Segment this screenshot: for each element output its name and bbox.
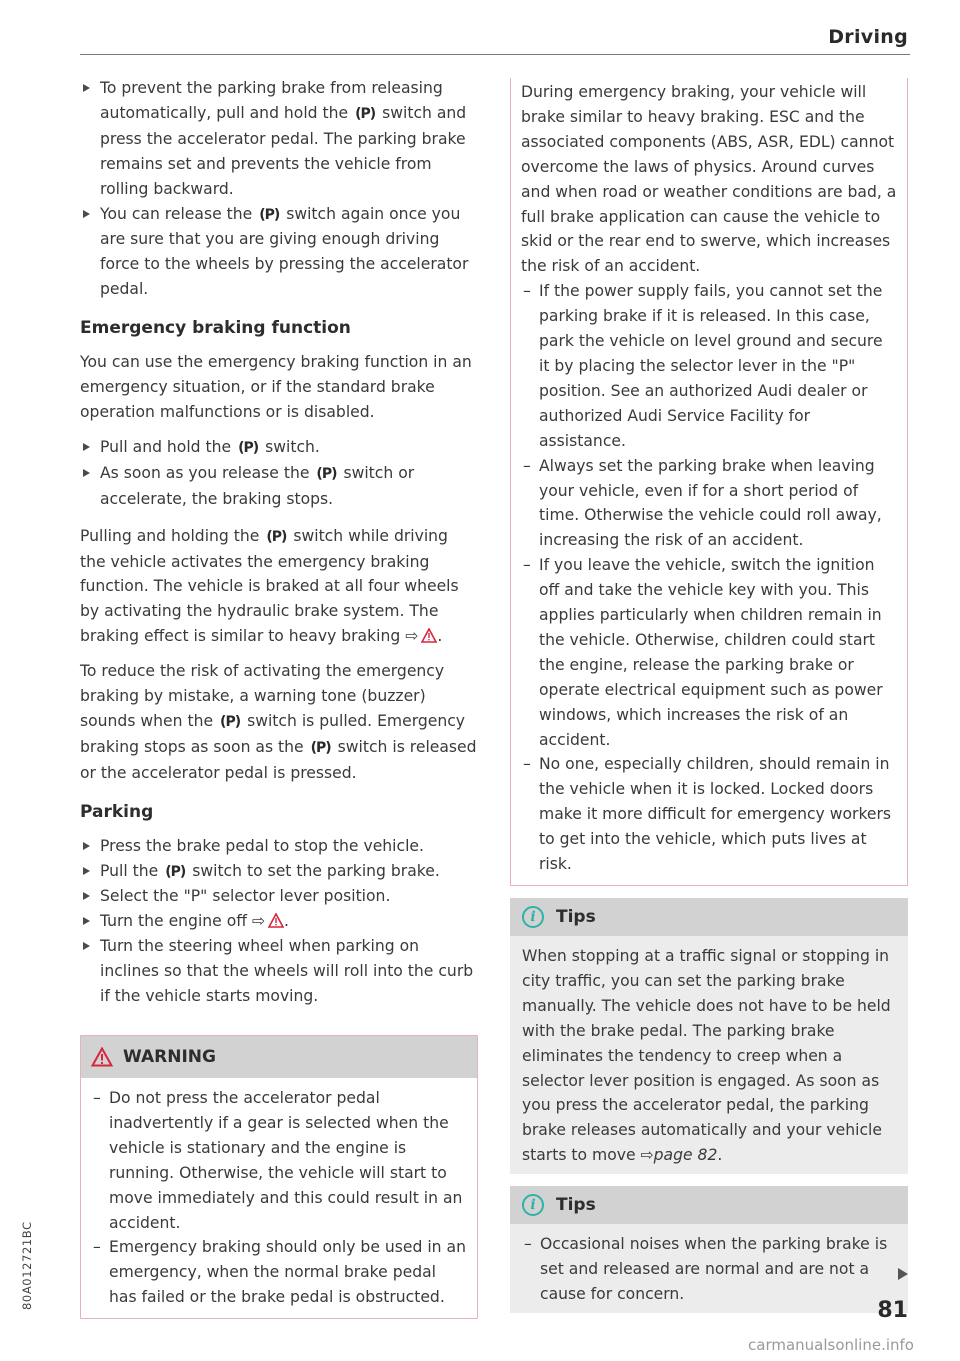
parking-brake-switch-icon: (P): [165, 863, 186, 880]
watermark: carmanualsonline.info: [748, 1336, 914, 1354]
left-column: [80, 76, 478, 1319]
list-item: – No one, especially children, should remain in the vehicle when it is locked. Locked doors make it more difficult for emergency workers to get into the vehicle, which puts lives at risk.: [521, 752, 897, 877]
list-item: – Emergency braking should only be used in an emergency, when the normal brake pedal has failed or the brake pedal is obstructed.: [91, 1235, 467, 1310]
emergency-bullet-list: [80, 435, 478, 512]
parking-brake-switch-icon: (P): [316, 465, 337, 482]
warning-label: WARNING: [123, 1046, 216, 1067]
paragraph: You can use the emergency braking function in an emergency situation, or if the standard brake operation malfunctions or is disabled.: [80, 353, 472, 421]
list-item: Press the brake pedal to stop the vehicle.: [80, 834, 478, 859]
warning-triangle-icon[interactable]: [268, 913, 284, 928]
tips-body: [510, 1224, 908, 1313]
warning-body: [81, 1078, 477, 1318]
header-divider: [80, 54, 910, 55]
list-item: – If you leave the vehicle, switch the ignition off and take the vehicle key with you. This applies particularly when children remain in the vehicle. Otherwise, children could start the engine, release the parking brake or operate electrical equipment such as power windows, which increases the risk of an accident.: [521, 553, 897, 752]
tips-label: Tips: [556, 1194, 596, 1215]
parking-brake-switch-icon: (P): [220, 713, 241, 730]
document-code: 80A012721BC: [20, 1221, 34, 1310]
reference-arrow-icon: ⇨: [405, 627, 419, 646]
section-title: Driving: [828, 26, 908, 48]
info-icon: i: [522, 906, 544, 928]
parking-brake-switch-icon: (P): [259, 206, 280, 223]
list-item: – Do not press the accelerator pedal inadvertently if a gear is selected when the vehicle is stationary and the engine is running. Otherwise, the vehicle will start to move immediately and this could result in an accident.: [91, 1086, 467, 1235]
tips-body: When stopping at a traffic signal or stopping in city traffic, you can set the parking brake manually. The vehicle does not have to be held with the brake pedal. The parking brake eliminates the tendency to creep when a selector lever position is engaged. As soon as you press the accelerator pedal, the parking brake releases automatically and your vehicle starts to move ⇨page 82.: [522, 947, 891, 1165]
tips-header: [510, 898, 908, 936]
list-item: – If the power supply fails, you cannot set the parking brake if it is released. In this case, park the vehicle on level ground and secure it by placing the selector lever in the "P" position. See an authorized Audi dealer or authorized Audi Service Facility for assistance.: [521, 279, 897, 453]
page-number: 81: [877, 1298, 908, 1323]
emergency-braking-heading: Emergency braking function: [80, 318, 351, 339]
list-item: Pull the (P) switch to set the parking brake.: [80, 859, 478, 885]
page-reference-link[interactable]: page 82: [653, 1146, 718, 1165]
list-item: Turn the steering wheel when parking on inclines so that the wheels will roll into the curb if the vehicle starts moving.: [80, 934, 478, 1009]
parking-brake-switch-icon: (P): [310, 739, 331, 756]
warning-triangle-icon[interactable]: [421, 628, 437, 643]
list-item: Select the "P" selector lever position.: [80, 884, 478, 909]
tips-header: [510, 1186, 908, 1224]
warning-triangle-icon: [91, 1047, 113, 1067]
tips-label: Tips: [556, 906, 596, 927]
parking-brake-switch-icon: (P): [266, 528, 287, 545]
list-item: Turn the engine off ⇨ .: [80, 909, 478, 934]
info-icon: i: [522, 1194, 544, 1216]
tips-box: [510, 898, 908, 1174]
list-item: – Always set the parking brake when leaving your vehicle, even if for a short period of time. Otherwise the vehicle could roll away, increasing the risk of an accident.: [521, 454, 897, 554]
warning-box: [80, 1035, 478, 1319]
reference-arrow-icon: ⇨: [640, 1146, 654, 1165]
right-column: [510, 78, 908, 1313]
parking-heading: Parking: [80, 801, 154, 822]
list-item: As soon as you release the (P) switch or accelerate, the braking stops.: [80, 461, 478, 512]
list-item: To prevent the parking brake from releasing automatically, pull and hold the (P) switch and press the accelerator pedal. The parking brake remains set and prevents the vehicle from rolling backward.: [80, 76, 478, 202]
paragraph: During emergency braking, your vehicle will brake similar to heavy braking. ESC and the associated components (ABS, ASR, EDL) cannot overcome the laws of physics. Around curves and when road or weather conditions are bad, a full brake application can cause the vehicle to skid or the rear end to swerve, which increases the risk of an accident.: [521, 83, 897, 276]
intro-bullet-list: [80, 76, 478, 302]
list-item: You can release the (P) switch again once you are sure that you are giving enough driving force to the wheels by pressing the accelerator pedal.: [80, 202, 478, 303]
warning-continuation-box: [510, 78, 908, 886]
list-item: Pull and hold the (P) switch.: [80, 435, 478, 461]
reference-arrow-icon: ⇨: [251, 912, 266, 931]
parking-brake-switch-icon: (P): [238, 439, 259, 456]
continue-arrow-icon[interactable]: [898, 1268, 908, 1280]
paragraph: To reduce the risk of activating the emergency braking by mistake, a warning tone (buzzer) sounds when the (P) switch is pulled. Emergency braking stops as soon as the (P) switch is released or the accelerator pedal is pressed.: [80, 662, 477, 782]
tips-box: [510, 1186, 908, 1313]
paragraph: Pulling and holding the (P) switch while driving the vehicle activates the emergency braking function. The vehicle is braked at all four wheels by activating the hydraulic brake system. The braking effect is similar to heavy braking ⇨ .: [80, 526, 459, 646]
list-item: – Occasional noises when the parking brake is set and released are normal and are not a cause for concern.: [522, 1232, 896, 1307]
parking-brake-switch-icon: (P): [355, 105, 376, 122]
warning-header: [81, 1036, 477, 1078]
parking-bullet-list: [80, 834, 478, 1009]
